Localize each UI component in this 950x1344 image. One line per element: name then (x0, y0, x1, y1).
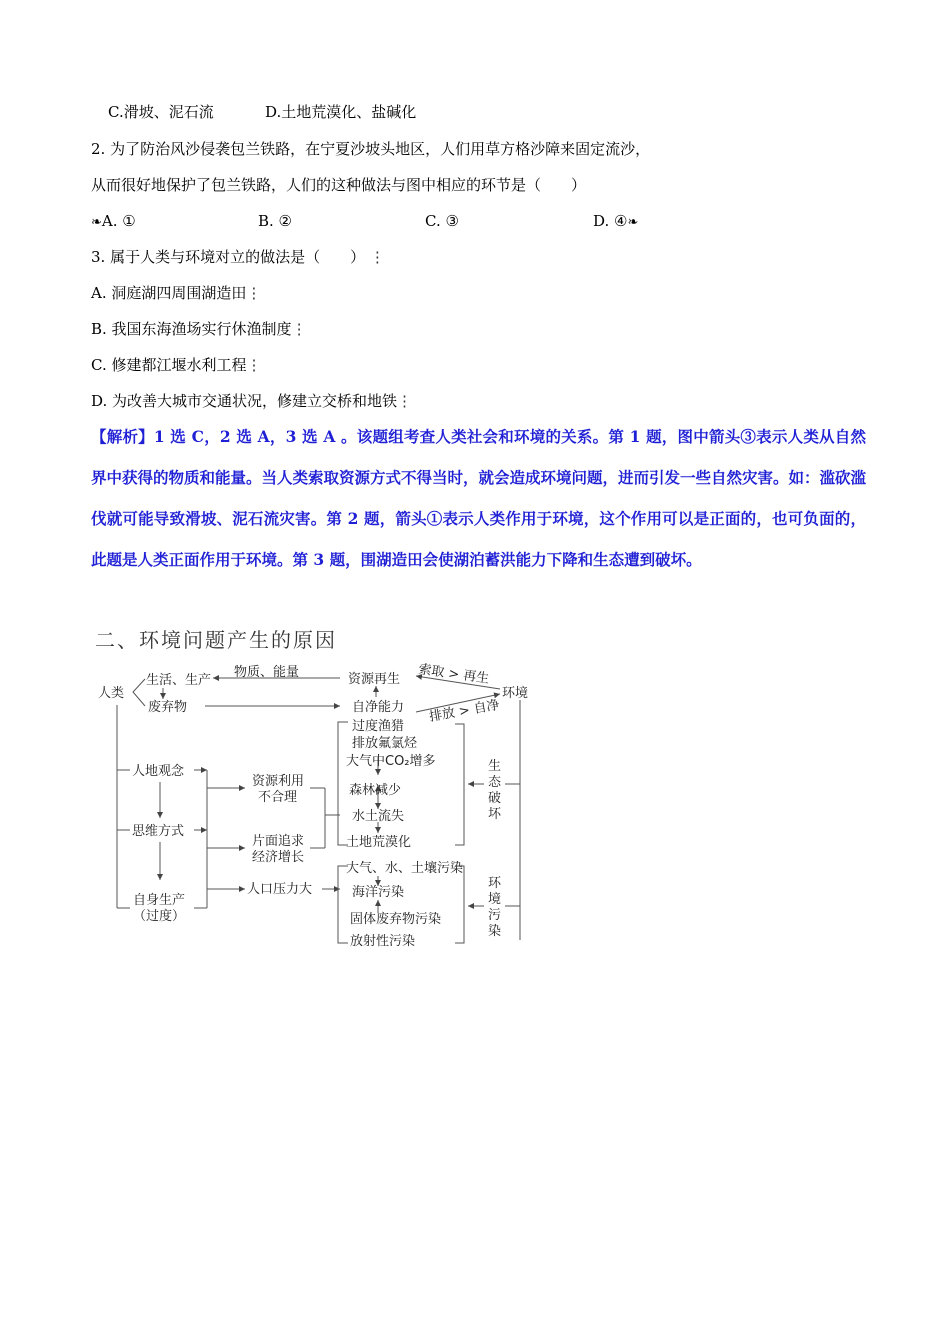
ornament-icon: ❧ (91, 215, 102, 230)
analysis-text: 1 选 C，2 选 A，3 选 A 。该题组考查人类社会和环境的关系。第 1 题，图中箭头③表示人类从自然界中获得的物质和能量。当人类索取资源方式不得当时，就会造成环境问题，进而引发一些自然灾害。如：滥砍滥伐就可能导致滑坡、泥石流灾害。第 2 题，箭头①表示人类作用于环境，这个作用可以是正面的，也可负面的，此题是人类正面作用于环境。第 3 题，围湖造田会使湖泊蓄洪能力下降和生态遭到破坏。 (91, 427, 867, 569)
diagram-pollution-item: 固体废弃物污染 (350, 912, 442, 927)
q3-option-d: D. 为改善大城市交通状况，修建立交桥和地铁⋮ (91, 392, 413, 410)
diagram-wuzhi: 物质、能量 (234, 665, 300, 680)
diagram-ziyuan-zaisheng: 资源再生 (348, 672, 401, 687)
diagram-pollution-item: 大气、水、土壤污染 (346, 861, 464, 876)
diagram-eco-item: 过度渔猎 (352, 719, 405, 734)
q3-stem: 3. 属于人类与环境对立的做法是（ ） ⋮ (91, 248, 385, 266)
diagram-wuran-char: 染 (488, 924, 502, 939)
diagram-shenghuo: 生活、生产 (146, 673, 212, 688)
diagram-eco-item: 森林减少 (349, 783, 402, 798)
q2-option-c: C. ③ (425, 212, 459, 230)
q3-option-a: A. 洞庭湖四周围湖造田⋮ (91, 284, 262, 302)
ornament-icon: ❧ (627, 215, 639, 230)
diagram-renkou: 人口压力大 (247, 882, 313, 897)
q2-option-a: ❧A. ① (91, 211, 136, 233)
diagram-feiqiwu: 废弃物 (148, 700, 188, 715)
diagram-pollution-item: 放射性污染 (350, 934, 416, 949)
diagram-shengtai-char: 坏 (488, 807, 502, 822)
diagram-zishen2: （过度） (133, 909, 186, 924)
analysis-tag: 【解析】 (91, 427, 154, 446)
analysis-paragraph (91, 416, 866, 580)
diagram-suoqu: 索取 > 再生 (417, 662, 491, 687)
diagram-wuran-char: 境 (488, 892, 502, 907)
q3-option-c: C. 修建都江堰水利工程⋮ (91, 356, 262, 374)
diagram-pollution-item: 海洋污染 (352, 885, 405, 900)
diagram-zijing: 自净能力 (352, 700, 405, 715)
environment-causes-diagram (0, 650, 950, 990)
diagram-siwei: 思维方式 (132, 824, 185, 839)
diagram-renlei: 人类 (98, 686, 125, 701)
diagram-shengtai-char: 生 (488, 759, 502, 774)
q2-option-d: D. ④❧ (593, 211, 638, 233)
diagram-rendi: 人地观念 (132, 764, 185, 779)
diagram-pianmian1: 片面追求 (252, 834, 305, 849)
q1-option-c: C.滑坡、泥石流 (108, 103, 214, 121)
diagram-eco-item: 大气中CO₂增多 (346, 754, 436, 769)
diagram-pianmian2: 经济增长 (252, 850, 305, 865)
diagram-shengtai-char: 态 (488, 775, 502, 790)
diagram-wuran-char: 污 (488, 908, 502, 923)
diagram-shengtai-char: 破 (488, 791, 502, 806)
section-title: 二、环境问题产生的原因 (95, 628, 337, 652)
diagram-ziyuan-liyong2: 不合理 (258, 790, 298, 805)
diagram-eco-item: 土地荒漠化 (346, 835, 412, 850)
q2-stem-line1: 2. 为了防治风沙侵袭包兰铁路，在宁夏沙坡头地区，人们用草方格沙障来固定流沙， (91, 140, 651, 158)
diagram-eco-item: 水土流失 (352, 809, 405, 824)
diagram-paifang: 排放 > 自净 (428, 697, 501, 725)
q2-option-b: B. ② (258, 212, 293, 230)
diagram-zishen1: 自身生产 (133, 893, 186, 908)
q1-option-d: D.土地荒漠化、盐碱化 (265, 103, 417, 121)
diagram-eco-item: 排放氟氯烃 (352, 736, 418, 751)
q2-stem-line2: 从而很好地保护了包兰铁路，人们的这种做法与图中相应的环节是（ ） (91, 176, 587, 194)
diagram-wuran-char: 环 (488, 876, 502, 891)
diagram-ziyuan-liyong1: 资源利用 (252, 774, 305, 789)
diagram-huanjing: 环境 (502, 686, 529, 701)
q3-option-b: B. 我国东海渔场实行休渔制度⋮ (91, 320, 307, 338)
